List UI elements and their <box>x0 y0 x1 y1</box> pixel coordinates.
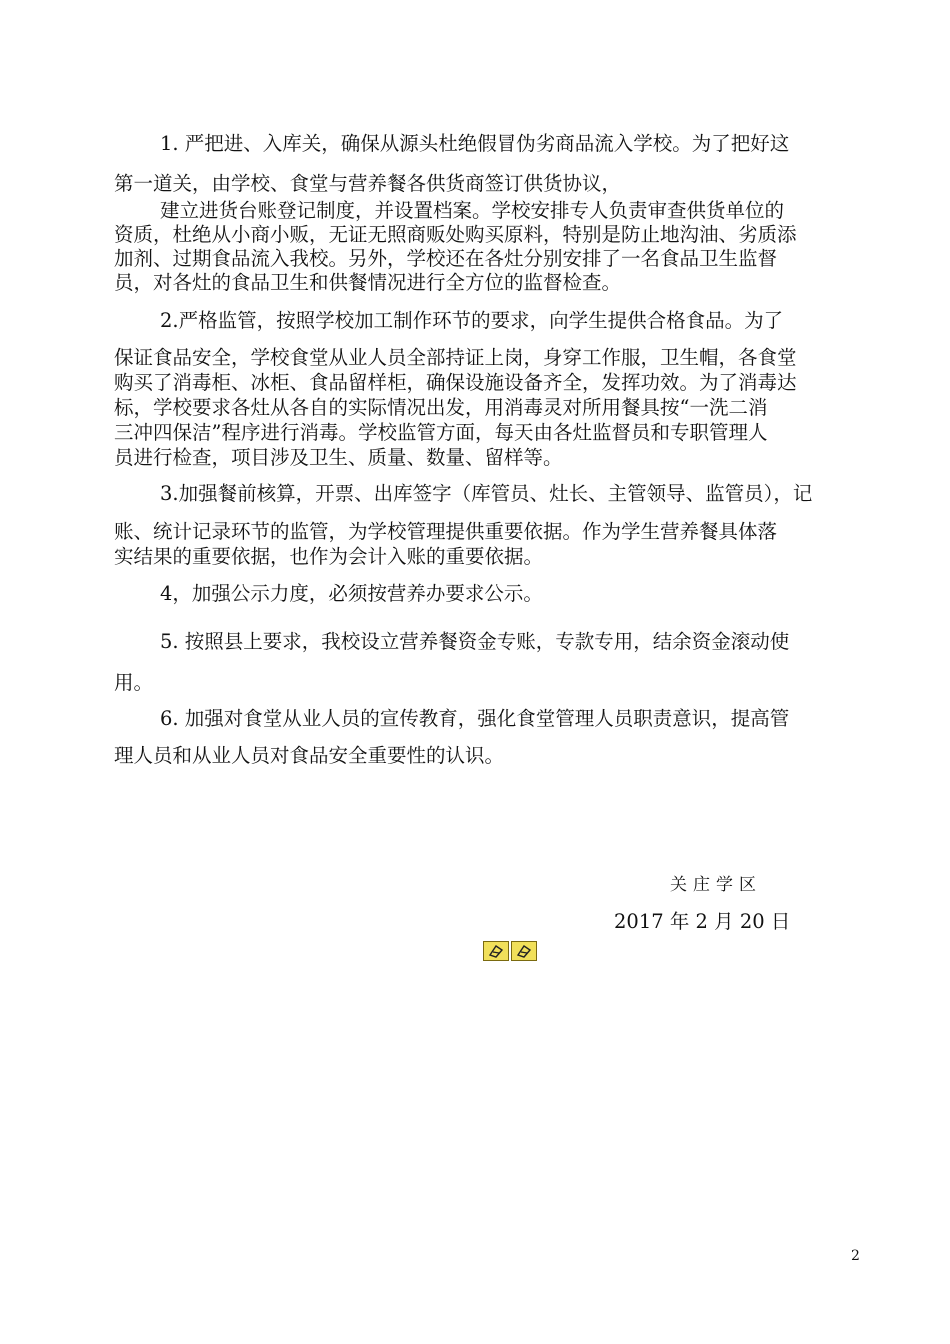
signature-organization: 关庄学区 <box>670 875 762 895</box>
paragraph-3-line-3: 实结果的重要依据，也作为会计入账的重要依据。 <box>114 545 544 568</box>
paragraph-2-line-3: 购买了消毒柜、冰柜、食品留样柜，确保设施设备齐全，发挥功效。为了消毒达 <box>114 371 797 394</box>
embedded-object-icons <box>483 941 535 961</box>
paragraph-1-line-3: 建立进货台账登记制度，并设置档案。学校安排专人负责审查供货单位的 <box>160 199 785 222</box>
paragraph-1-line-6: 员，对各灶的食品卫生和供餐情况进行全方位的监督检查。 <box>114 271 622 294</box>
paragraph-1-line-2: 第一道关，由学校、食堂与营养餐各供货商签订供货协议， <box>114 172 622 195</box>
paragraph-2-line-6: 员进行检查，项目涉及卫生、质量、数量、留样等。 <box>114 446 563 469</box>
paragraph-3-line-1: 3.加强餐前核算，开票、出库签字（库管员、灶长、主管领导、监管员），记 <box>160 482 813 505</box>
signature-date: 2017 年 2 月 20 日 <box>614 910 791 933</box>
page-number: 2 <box>851 1248 860 1264</box>
paragraph-2-line-4: 标，学校要求各灶从各自的实际情况出发，用消毒灵对所用餐具按“一洗二消 <box>114 396 768 419</box>
paragraph-1-line-1: 1. 严把进、入库关，确保从源头杜绝假冒伪劣商品流入学校。为了把好这 <box>160 132 790 155</box>
paragraph-6-line-2: 理人员和从业人员对食品安全重要性的认识。 <box>114 744 505 767</box>
paragraph-1-line-5: 加剂、过期食品流入我校。另外，学校还在各灶分别安排了一名食品卫生监督 <box>114 247 778 270</box>
paragraph-3-line-2: 账、统计记录环节的监管，为学校管理提供重要依据。作为学生营养餐具体落 <box>114 520 778 543</box>
paragraph-2-line-5: 三冲四保洁”程序进行消毒。学校监管方面，每天由各灶监督员和专职管理人 <box>114 421 768 444</box>
paragraph-1-line-4: 资质，杜绝从小商小贩，无证无照商贩处购买原料，特别是防止地沟油、劣质添 <box>114 223 797 246</box>
paragraph-4-line-1: 4，加强公示力度，必须按营养办要求公示。 <box>160 582 543 605</box>
paragraph-5-line-2: 用。 <box>114 671 154 694</box>
paragraph-6-line-1: 6. 加强对食堂从业人员的宣传教育，强化食堂管理人员职责意识，提高管 <box>160 707 790 730</box>
paragraph-2-line-2: 保证食品安全，学校食堂从业人员全部持证上岗，身穿工作服，卫生帽，各食堂 <box>114 346 797 369</box>
paragraph-2-line-1: 2.严格监管，按照学校加工制作环节的要求，向学生提供合格食品。为了 <box>160 309 784 332</box>
paragraph-5-line-1: 5. 按照县上要求，我校设立营养餐资金专账，专款专用，结余资金滚动使 <box>160 630 790 653</box>
embedded-object-icon <box>511 941 537 961</box>
embedded-object-icon <box>483 941 509 961</box>
